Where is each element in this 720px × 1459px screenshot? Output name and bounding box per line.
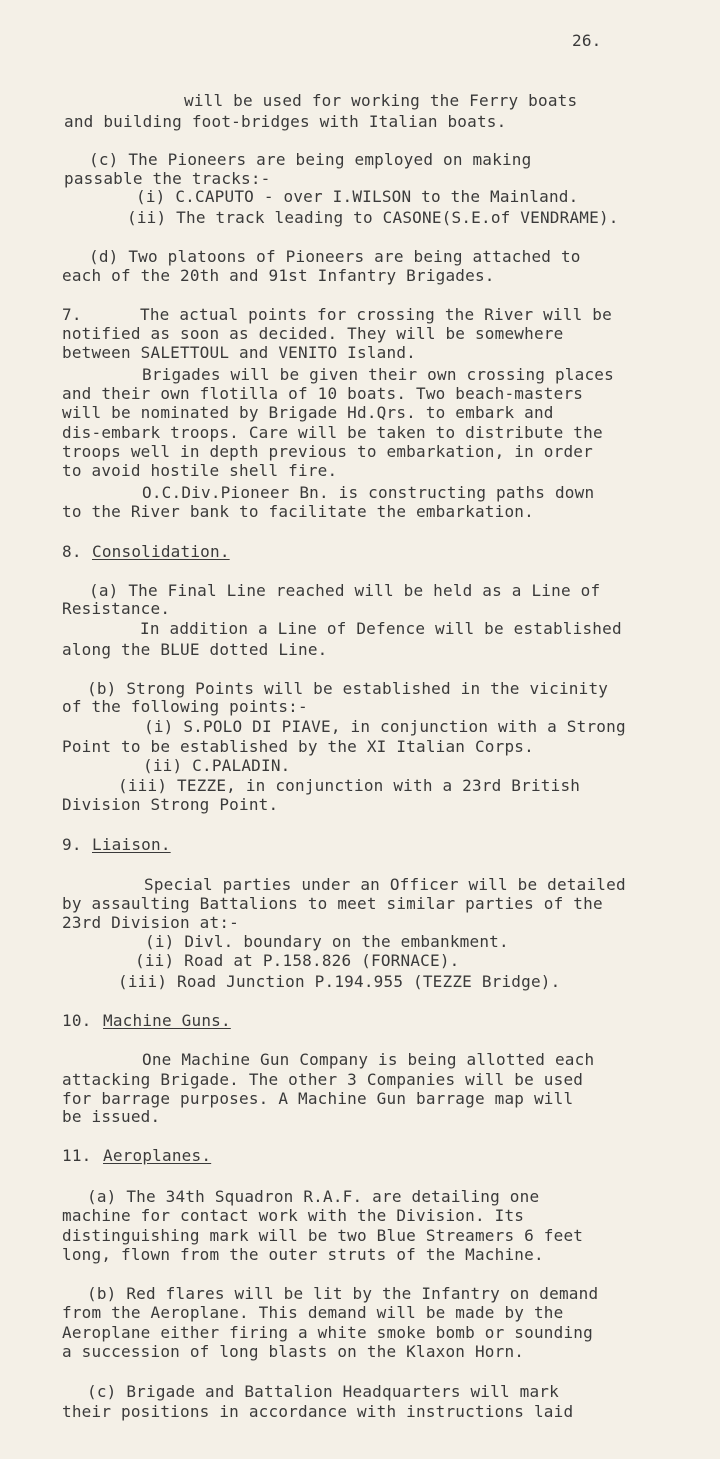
text-line: from the Aeroplane. This demand will be made by the [62, 1303, 564, 1322]
text-line: notified as soon as decided. They will be somewhere [62, 324, 564, 343]
text-line: dis-embark troops. Care will be taken to distribute the [62, 423, 603, 442]
section-number: 10. [62, 1011, 92, 1030]
text-line: Aeroplane either firing a white smoke bomb or sounding [62, 1323, 593, 1342]
text-line: of the following points:- [62, 697, 308, 716]
text-line: (iii) TEZZE, in conjunction with a 23rd British [118, 776, 581, 795]
text-line: (a) The 34th Squadron R.A.F. are detailing one [87, 1187, 540, 1206]
text-line: by assaulting Battalions to meet similar parties of the [62, 894, 603, 913]
text-line: (d) Two platoons of Pioneers are being attached to [89, 247, 581, 266]
text-line: (ii) Road at P.158.826 (FORNACE). [135, 951, 460, 970]
text-line: will be nominated by Brigade Hd.Qrs. to embark and [62, 403, 554, 422]
text-line: and their own flotilla of 10 boats. Two beach-masters [62, 384, 584, 403]
section-number: 7. [62, 305, 82, 324]
text-line: The actual points for crossing the River will be [140, 305, 612, 324]
text-line: In addition a Line of Defence will be established [140, 619, 622, 638]
section-heading: Aeroplanes. [103, 1146, 212, 1165]
text-line: Point to be established by the XI Italian Corps. [62, 737, 534, 756]
text-line: (ii) The track leading to CASONE(S.E.of VENDRAME). [127, 208, 619, 227]
text-line: between SALETTOUL and VENITO Island. [62, 343, 416, 362]
text-line: (c) The Pioneers are being employed on making [89, 150, 532, 169]
text-line: (i) Divl. boundary on the embankment. [145, 932, 509, 951]
text-line: Brigades will be given their own crossing places [142, 365, 614, 384]
text-line: a succession of long blasts on the Klaxon Horn. [62, 1342, 525, 1361]
text-line: (c) Brigade and Battalion Headquarters will mark [87, 1382, 559, 1401]
text-line: machine for contact work with the Division. Its [62, 1206, 525, 1225]
text-line: their positions in accordance with instructions laid [62, 1402, 574, 1421]
text-line: attacking Brigade. The other 3 Companies will be used [62, 1070, 584, 1089]
text-line: (b) Strong Points will be established in the vicinity [87, 679, 609, 698]
text-line: (i) C.CAPUTO - over I.WILSON to the Mainland. [136, 187, 579, 206]
text-line: 23rd Division at:- [62, 913, 239, 932]
text-line: troops well in depth previous to embarkation, in order [62, 442, 593, 461]
section-heading: Machine Guns. [103, 1011, 231, 1030]
section-heading: Liaison. [92, 835, 171, 854]
page-number: 26. [572, 31, 602, 50]
text-line: be issued. [62, 1107, 161, 1126]
text-line: to the River bank to facilitate the embarkation. [62, 502, 534, 521]
text-line: passable the tracks:- [64, 169, 271, 188]
text-line: to avoid hostile shell fire. [62, 461, 338, 480]
text-line: Division Strong Point. [62, 795, 279, 814]
text-line: will be used for working the Ferry boats [184, 91, 578, 110]
text-line: Resistance. [62, 599, 171, 618]
text-line: (a) The Final Line reached will be held as a Line of [89, 581, 601, 600]
text-line: (i) S.POLO DI PIAVE, in conjunction with a Strong [144, 717, 626, 736]
text-line: for barrage purposes. A Machine Gun barrage map will [62, 1089, 574, 1108]
section-heading: Consolidation. [92, 542, 230, 561]
text-line: O.C.Div.Pioneer Bn. is constructing paths down [142, 483, 595, 502]
text-line: (b) Red flares will be lit by the Infantry on demand [87, 1284, 599, 1303]
text-line: and building foot-bridges with Italian boats. [64, 112, 507, 131]
text-line: (ii) C.PALADIN. [143, 756, 291, 775]
section-number: 9. [62, 835, 82, 854]
text-line: (iii) Road Junction P.194.955 (TEZZE Bridge). [118, 972, 561, 991]
section-number: 8. [62, 542, 82, 561]
text-line: One Machine Gun Company is being allotted each [142, 1050, 595, 1069]
text-line: along the BLUE dotted Line. [62, 640, 328, 659]
section-number: 11. [62, 1146, 92, 1165]
text-line: each of the 20th and 91st Infantry Brigades. [62, 266, 495, 285]
text-line: long, flown from the outer struts of the Machine. [62, 1245, 544, 1264]
text-line: Special parties under an Officer will be detailed [144, 875, 626, 894]
text-line: distinguishing mark will be two Blue Streamers 6 feet [62, 1226, 584, 1245]
